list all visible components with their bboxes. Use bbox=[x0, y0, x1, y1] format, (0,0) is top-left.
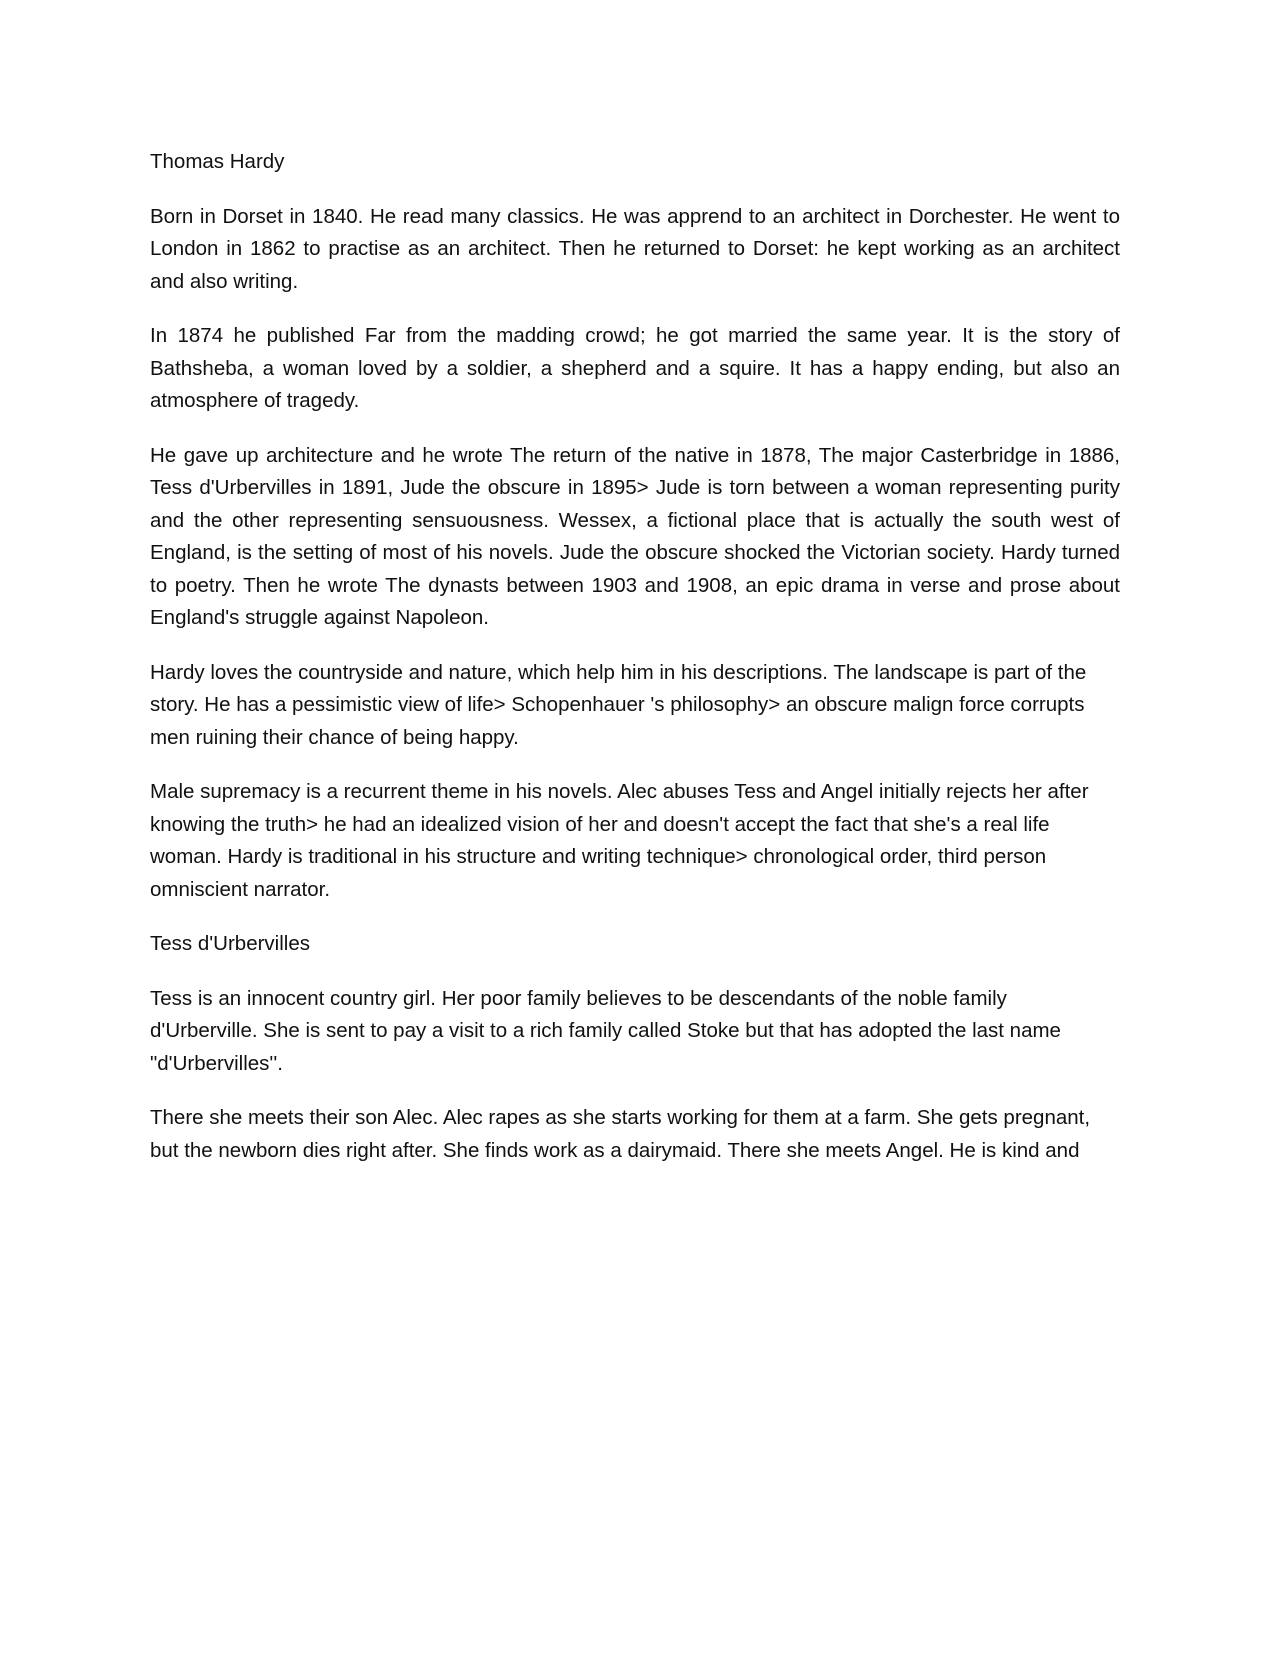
paragraph-tess-plot: There she meets their son Alec. Alec rapes as she starts working for them at a farm. She gets pregnant, but the newborn dies right after. She finds work as a dairymaid. There she meets Angel. He is kind and bbox=[150, 1106, 1091, 1162]
document-title: Thomas Hardy bbox=[150, 150, 285, 173]
paragraph-tess-intro: Tess is an innocent country girl. Her poor family believes to be descendants of the noble family d'Urberville. She is sent to pay a visit to a rich family called Stoke but that has adopted the last name "d'Urbervilles''. bbox=[150, 986, 1061, 1075]
paragraph-far-from-madding-crowd: In 1874 he published Far from the madding crowd; he got married the same year. It is the story of Bathsheba, a woman loved by a soldier, a shepherd and a squire. It has a happy ending, but also an atmosphere of tragedy. bbox=[150, 324, 1120, 412]
paragraph-works: He gave up architecture and he wrote The return of the native in 1878, The major Casterbridge in 1886, Tess d'Urbervilles in 1891, Jude the obscure in 1895> Jude is torn between a woman representing purity and the other representing sensuousness. Wessex, a fictional place that is actually the south west of England, is the setting of most of his novels. Jude the obscure shocked the Victorian society. Hardy turned to poetry. Then he wrote The dynasts between 1903 and 1908, an epic drama in verse and prose about England's struggle against Napoleon. bbox=[150, 443, 1120, 629]
document-body bbox=[150, 146, 1120, 1189]
paragraph-biography: Born in Dorset in 1840. He read many classics. He was apprend to an architect in Dorchester. He went to London in 1862 to practise as an architect. Then he returned to Dorset: he kept working as an architect and also writing. bbox=[150, 204, 1120, 293]
section-subtitle: Tess d'Urbervilles bbox=[150, 932, 310, 955]
paragraph-nature-pessimism: Hardy loves the countryside and nature, which help him in his descriptions. The landscape is part of the story. He has a pessimistic view of life> Schopenhauer 's philosophy> an obscure malign force corrupts men ruining their chance of being happy. bbox=[150, 660, 1087, 749]
paragraph-themes-style: Male supremacy is a recurrent theme in his novels. Alec abuses Tess and Angel initially rejects her after knowing the truth> he had an idealized vision of her and doesn't accept the fact that she's a real life woman. Hardy is traditional in his structure and writing technique> chronological order, third person omniscient narrator. bbox=[150, 780, 1089, 901]
